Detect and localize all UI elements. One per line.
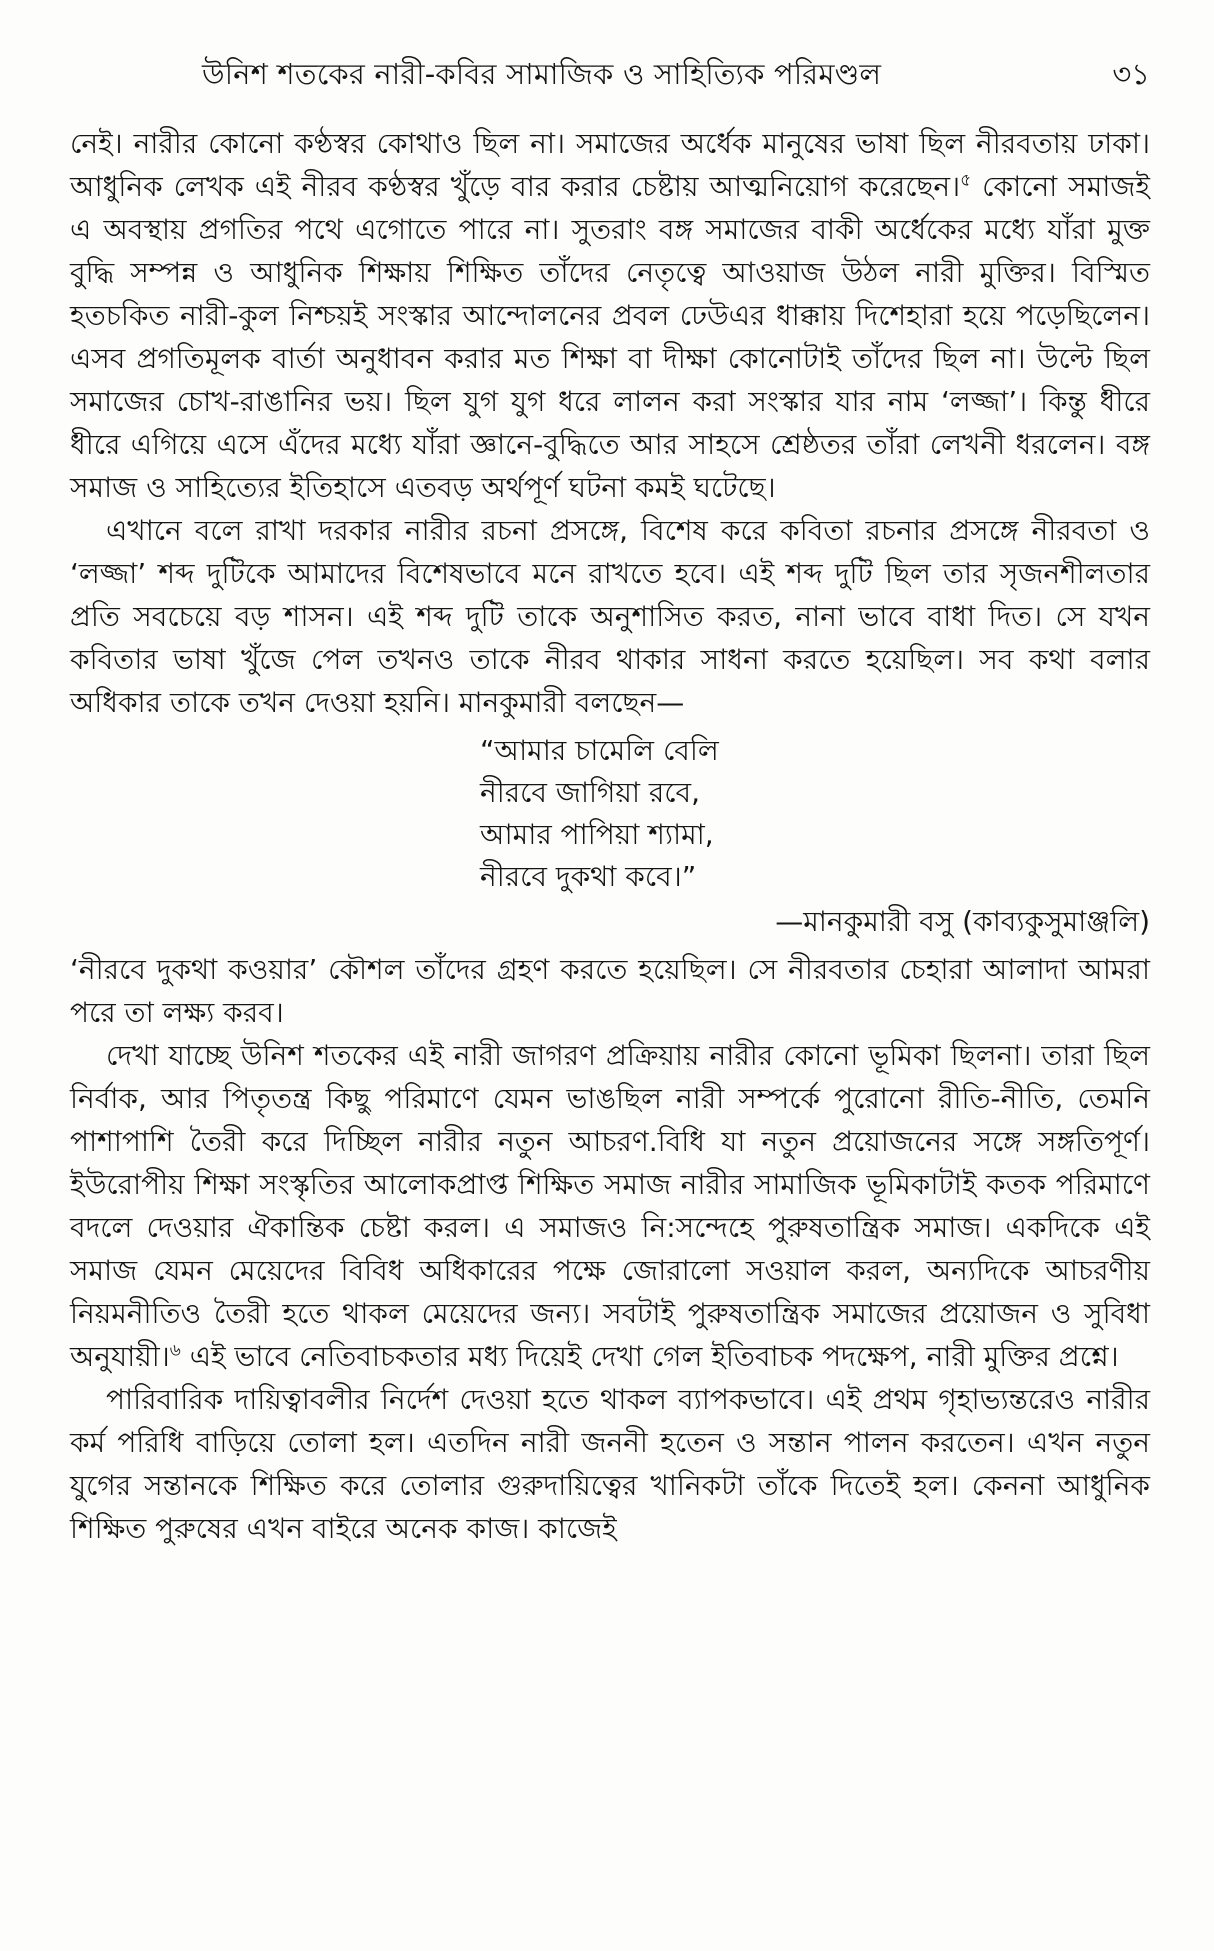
footnote-marker-6: ৬ [169,1340,181,1361]
poem-line-4: নীরবে দুকথা কবে।” [480,860,697,893]
running-head-title: উনিশ শতকের নারী-কবির সামাজিক ও সাহিত্যিক পরিমণ্ডল [202,57,882,91]
paragraph-4 [70,1034,1150,1378]
paragraph-1 [70,122,1150,509]
body-text [70,122,1150,1550]
page-header [70,52,1150,102]
footnote-marker-5: ৫ [960,170,972,191]
poem-attribution: —মানকুমারী বসু (কাব্যকুসুমাঞ্জলি) [775,905,1150,938]
poem-quote [480,730,1150,898]
paragraph-1-text-a: নেই। নারীর কোনো কণ্ঠস্বর কোথাও ছিল না। সমাজের অর্ধেক মানুষের ভাষা ছিল নীরবতায় ঢাকা। আধুনিক লেখক এই নীরব কণ্ঠস্বর খুঁড়ে বার করার চেষ্টায় আত্মনিয়োগ করেছেন। [70,127,1150,203]
page-number: ৩১ [1112,57,1150,91]
poem-line-2: নীরবে জাগিয়া রবে, [480,776,701,809]
poem-line-3: আমার পাপিয়া শ্যামা, [480,818,714,851]
paragraph-4-text: দেখা যাচ্ছে উনিশ শতকের এই নারী জাগরণ প্রক্রিয়ায় নারীর কোনো ভূমিকা ছিলনা। তারা ছিল নির্বাক, আর পিতৃতন্ত্র কিছু পরিমাণে যেমন ভাঙছিল নারী সম্পর্কে পুরোনো রীতি-নীতি, তেমনি পাশাপাশি তৈরী করে দিচ্ছিল নারীর নতুন আচরণ.বিধি যা নতুন প্রয়োজনের সঙ্গে সঙ্গতিপূর্ণ। ইউরোপীয় শিক্ষা সংস্কৃতির আলোকপ্রাপ্ত শিক্ষিত সমাজ নারীর সামাজিক ভূমিকাটাই কতক পরিমাণে বদলে দেওয়ার ঐকান্তিক চেষ্টা করল। এ সমাজও নি:সন্দেহে পুরুষতান্ত্রিক সমাজ। একদিকে এই সমাজ যেমন মেয়েদের বিবিধ অধিকারের পক্ষে জোরালো সওয়াল করল, অন্যদিকে আচরণীয় নিয়মনীতিও তৈরী হতে থাকল মেয়েদের জন্য। সবটাই পুরুষতান্ত্রিক সমাজের প্রয়োজন ও সুবিধা অনুযায়ী। [70,1039,1150,1373]
paragraph-4-text-b: এই ভাবে নেতিবাচকতার মধ্য দিয়েই দেখা গেল ইতিবাচক পদক্ষেপ, নারী মুক্তির প্রশ্নে। [180,1340,1119,1373]
paragraph-3: ‘নীরবে দুকথা কওয়ার’ কৌশল তাঁদের গ্রহণ করতে হয়েছিল। সে নীরবতার চেহারা আলাদা আমরা পরে তা লক্ষ্য করব। [70,953,1150,1029]
paragraph-2: এখানে বলে রাখা দরকার নারীর রচনা প্রসঙ্গে, বিশেষ করে কবিতা রচনার প্রসঙ্গে নীরবতা ও ‘লজ্জা’ শব্দ দুটিকে আমাদের বিশেষভাবে মনে রাখতে হবে। এই শব্দ দুটি ছিল তার সৃজনশীলতার প্রতি সবচেয়ে বড় শাসন। এই শব্দ দুটি তাকে অনুশাসিত করত, নানা ভাবে বাধা দিত। সে যখন কবিতার ভাষা খুঁজে পেল তখনও তাকে নীরব থাকার সাধনা করতে হয়েছিল। সব কথা বলার অধিকার তাকে তখন দেওয়া হয়নি। মানকুমারী বলছেন— [70,514,1150,719]
paragraph-1-text-b: কোনো সমাজই এ অবস্থায় প্রগতির পথে এগোতে পারে না। সুতরাং বঙ্গ সমাজের বাকী অর্ধেকের মধ্যে যাঁরা মুক্ত বুদ্ধি সম্পন্ন ও আধুনিক শিক্ষায় শিক্ষিত তাঁদের নেতৃত্বে আওয়াজ উঠল নারী মুক্তির। বিস্মিত হতচকিত নারী-কুল নিশ্চয়ই সংস্কার আন্দোলনের প্রবল ঢেউএর ধাক্কায় দিশেহারা হয়ে পড়েছিলেন। এসব প্রগতিমূলক বার্তা অনুধাবন করার মত শিক্ষা বা দীক্ষা কোনোটাই তাঁদের ছিল না। উল্টে ছিল সমাজের চোখ-রাঙানির ভয়। ছিল যুগ যুগ ধরে লালন করা সংস্কার যার নাম ‘লজ্জা’। কিন্তু ধীরে ধীরে এগিয়ে এসে এঁদের মধ্যে যাঁরা জ্ঞানে-বুদ্ধিতে আর সাহসে শ্রেষ্ঠতর তাঁরা লেখনী ধরলেন। বঙ্গ সমাজ ও সাহিত্যের ইতিহাসে এতবড় অর্থপূর্ণ ঘটনা কমই ঘটেছে। [70,170,1150,504]
poem-line-1: “আমার চামেলি বেলি [480,734,719,767]
paragraph-5: পারিবারিক দায়িত্বাবলীর নির্দেশ দেওয়া হতে থাকল ব্যাপকভাবে। এই প্রথম গৃহাভ্যন্তরেও নারীর কর্ম পরিধি বাড়িয়ে তোলা হল। এতদিন নারী জননী হতেন ও সন্তান পালন করতেন। এখন নতুন যুগের সন্তানকে শিক্ষিত করে তোলার গুরুদায়িত্বের খানিকটা তাঁকে দিতেই হল। কেননা আধুনিক শিক্ষিত পুরুষের এখন বাইরে অনেক কাজ। কাজেই [70,1383,1150,1545]
